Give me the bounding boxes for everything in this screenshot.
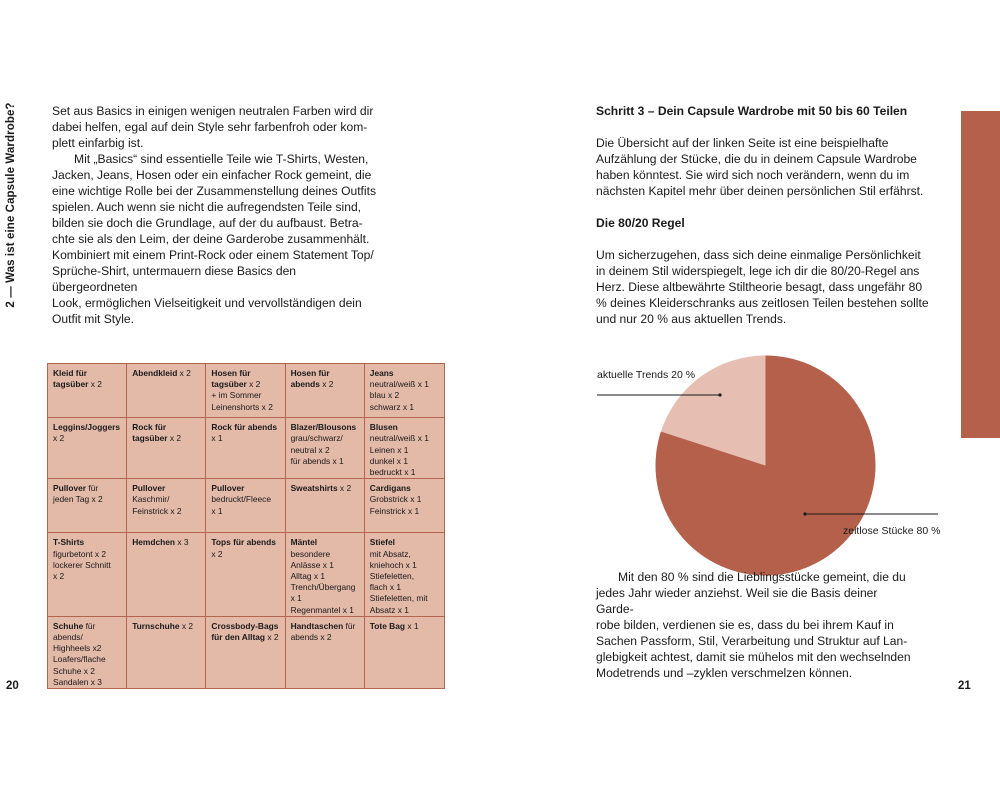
grid-cell-detail: x 2 [319, 379, 334, 390]
grid-cell [127, 617, 206, 688]
left-body-text [52, 103, 382, 327]
page-number-left: 20 [6, 680, 19, 692]
grid-cell [206, 418, 285, 479]
grid-cell-detail: x 1 [211, 433, 223, 444]
grid-cell [286, 533, 365, 616]
grid-cell [48, 617, 127, 688]
grid-cell-detail: mit Absatz, kniehoch x 1 Stiefeletten, flach x 1 Stiefeletten, mit Absatz x 1 [369, 548, 428, 615]
grid-cell-detail: für jeden Tag x 2 [53, 483, 103, 505]
grid-cell-item: Leggins/Joggers [53, 422, 121, 433]
grid-cell-detail: x 2 + im Sommer Leinenshorts x 2 [211, 379, 273, 412]
grid-cell-detail: x 3 [175, 537, 189, 548]
rule-80-20-heading: Die 80/20 Regel [596, 216, 685, 230]
page-number-right: 21 [958, 680, 971, 692]
paragraph-basics-definition: Mit „Basics“ sind essentielle Teile wie T-Shirts, Westen, Jacken, Jeans, Hosen oder ein einfacher Rock gemeint, die eine wichtige Rolle bei der Zusammenstellung deines Outfits spielen. Auch wenn sie nicht die aufregendsten Teile sind, bilden sie doch die Grundlage, auf der du aufbaust. Betra- chte sie als den Leim, der deine Garderobe zusammenhält. Kombiniert mit einem Print-Rock oder einem Statement Top/ Sprüche-Shirt, untermauern diese Basics den übergeordneten Look, ermöglichen Vielseitigkeit und vervollständigen dein Outfit mit Style. [52, 152, 377, 326]
grid-cell-detail: Grobstrick x 1 Feinstrick x 1 [369, 494, 422, 516]
grid-cell-detail: x 2 [211, 548, 223, 559]
grid-cell-detail: neutral/weiß x 1 Leinen x 1 dunkel x 1 bedruckt x 1 [369, 433, 429, 477]
pie-chart-80-20 [653, 353, 878, 578]
grid-cell-item: Schuhe [53, 620, 84, 631]
grid-cell [365, 617, 444, 688]
grid-cell-item: Rock für abends [211, 422, 278, 433]
grid-cell-detail: x 2 [88, 379, 102, 390]
grid-cell [365, 533, 444, 616]
grid-cell-item: Abendkleid [132, 368, 178, 378]
grid-cell-detail: grau/schwarz/ neutral x 2 für abends x 1 [290, 433, 344, 466]
wardrobe-items-grid [47, 363, 445, 689]
grid-cell-item: Pullover [211, 483, 245, 494]
grid-cell-item: Handtaschen [290, 620, 344, 631]
grid-cell-item: Turnschuhe [132, 620, 180, 631]
grid-cell-item: Hosen für tagsüber [211, 368, 251, 390]
grid-cell [127, 479, 206, 533]
grid-cell-detail: x 1 [405, 620, 419, 631]
grid-cell [127, 533, 206, 616]
grid-cell [286, 418, 365, 479]
grid-cell-item: Rock für tagsüber [132, 422, 168, 444]
grid-cell-item: Mäntel [290, 537, 318, 548]
grid-cell [127, 364, 206, 418]
grid-cell-detail: x 2 [179, 620, 193, 631]
grid-cell-detail: neutral/weiß x 1 blau x 2 schwarz x 1 [369, 379, 429, 412]
paragraph-overview: Die Übersicht auf der linken Seite ist eine beispielhafte Aufzählung der Stücke, die du in deinem Capsule Wardrobe haben könntest. Sie wird sich noch verändern, wenn du im nächsten Kapitel mehr über deinen persönlichen Stil erfährst. [596, 136, 924, 198]
grid-cell [48, 364, 127, 418]
grid-cell-item: Blazer/Blousons [290, 422, 357, 433]
grid-cell-item: Pullover [53, 483, 87, 494]
grid-cell-item: T-Shirts [53, 537, 85, 548]
grid-cell [365, 418, 444, 479]
step-3-heading: Schritt 3 – Dein Capsule Wardrobe mit 50 bis 60 Teilen [596, 104, 908, 118]
grid-cell-item: Hosen für abends [290, 368, 330, 390]
grid-cell [48, 418, 127, 479]
grid-cell-detail: x 2 [167, 433, 182, 444]
pie-label-trends: aktuelle Trends 20 % [597, 369, 696, 381]
right-body-text [596, 103, 936, 327]
grid-cell-item: Sweatshirts [290, 483, 338, 494]
grid-cell-item: Stiefel [369, 537, 395, 548]
grid-cell-item: Blusen [369, 422, 398, 433]
grid-cell-item: Tops für abends [211, 537, 276, 548]
grid-cell-detail: x 2 [265, 631, 279, 642]
grid-cell-detail: x 2 [177, 368, 191, 378]
grid-cell [206, 617, 285, 688]
grid-cell-detail: bedruckt/Fleece x 1 [211, 494, 271, 516]
paragraph-favourites: Mit den 80 % sind die Lieblingsstücke gemeint, die du jedes Jahr wieder anziehst. Weil sie die Basis deiner Garde- robe bilden, verdienen sie es, dass du bei ihrem Kauf in Sachen Passform, Stil, Verarbeitung und Struktur auf Lan- glebigkeit achtest, damit sie mühelos mit den wechselnden Modetrends und –zyklen verschmelzen können. [596, 570, 911, 680]
grid-cell-detail: besondere Anlässe x 1 Alltag x 1 Trench/Übergang x 1 Regenmantel x 1 [290, 548, 356, 615]
grid-cell-item: Pullover [132, 483, 166, 494]
grid-cell [127, 418, 206, 479]
grid-cell [286, 364, 365, 418]
chapter-side-title: 2 — Was ist eine Capsule Wardrobe? [5, 102, 17, 308]
grid-cell-detail: figurbetont x 2 lockerer Schnitt x 2 [53, 548, 111, 581]
accent-color-bar [961, 111, 1000, 438]
paragraph-80-20-rule: Um sicherzugehen, dass sich deine einmalige Persönlichkeit in deinem Stil widerspiegelt, lege ich dir die 80/20-Regel ans Herz. Diese altbewährte Stiltheorie besagt, dass ungefähr 80 % deines Kleiderschranks aus zeitlosen Teilen bestehen sollte und nur 20 % aus aktuellen Trends. [596, 248, 929, 326]
grid-cell-item: Hemdchen [132, 537, 176, 548]
grid-cell-detail: x 2 [337, 483, 352, 494]
grid-cell [48, 533, 127, 616]
grid-cell-detail: für abends/ Highheels x2 Loafers/flache Schuhe x 2 Sandalen x 3 [53, 620, 106, 687]
grid-cell [365, 479, 444, 533]
grid-cell-item: Kleid für tagsüber [53, 368, 89, 390]
grid-cell-item: Crossbody-Bags für den Alltag [211, 620, 279, 642]
grid-cell [286, 617, 365, 688]
grid-cell [206, 479, 285, 533]
grid-cell [286, 479, 365, 533]
grid-cell [48, 479, 127, 533]
grid-cell-item: Jeans [369, 368, 394, 378]
grid-cell-item: Tote Bag [369, 620, 406, 631]
grid-cell [206, 533, 285, 616]
grid-cell [206, 364, 285, 418]
grid-cell-detail: Kaschmir/ Feinstrick x 2 [132, 494, 182, 516]
grid-cell-item: Cardigans [369, 483, 411, 494]
grid-cell-detail: x 2 [53, 433, 65, 444]
grid-cell [365, 364, 444, 418]
pie-label-timeless: zeitlose Stücke 80 % [843, 525, 941, 537]
grid-cell-detail: für abends x 2 [290, 620, 356, 642]
paragraph-basics-intro: Set aus Basics in einigen wenigen neutralen Farben wird dir dabei helfen, egal auf dein Style sehr farbenfroh oder kom- plett einfarbig ist. [52, 104, 374, 150]
